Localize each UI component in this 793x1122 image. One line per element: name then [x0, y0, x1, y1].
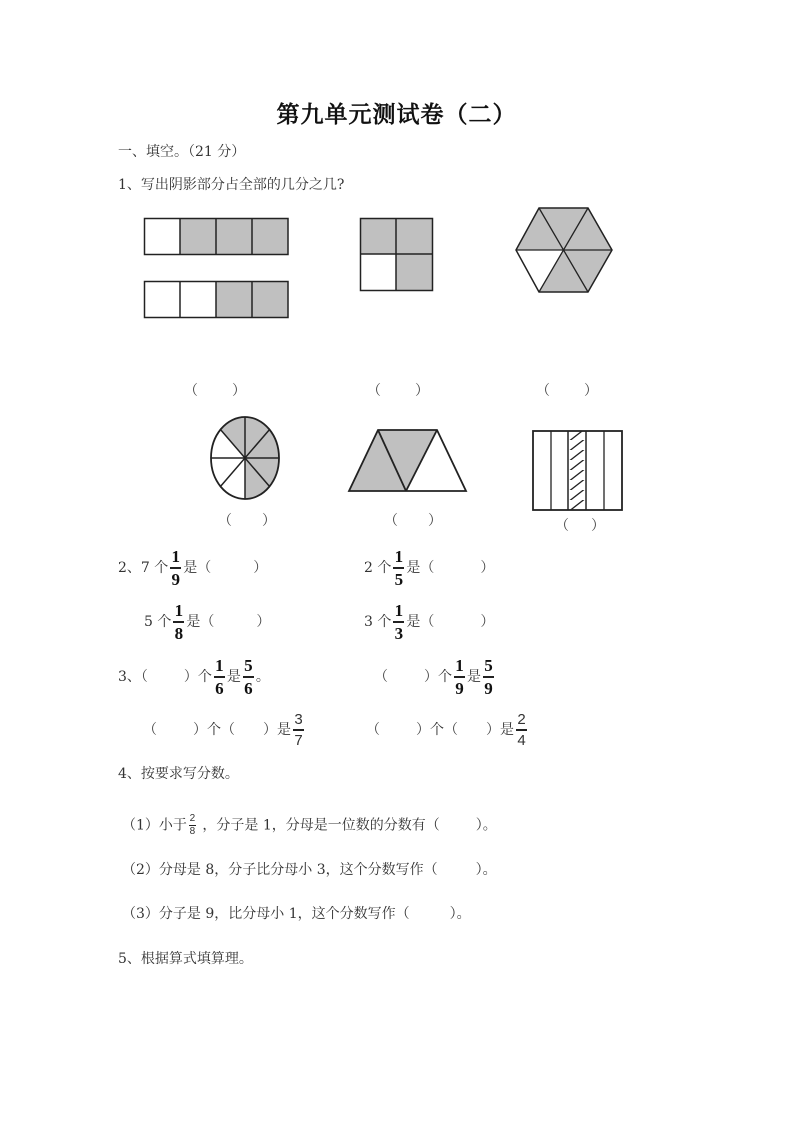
- fraction-bar: [393, 621, 404, 623]
- count: 7: [140, 559, 150, 576]
- paren-open: （: [184, 383, 198, 399]
- fraction: [393, 548, 404, 588]
- is-word: 是: [406, 613, 421, 630]
- denominator: 4: [517, 731, 526, 749]
- fraction-bar: [214, 676, 225, 678]
- fraction-bar: [170, 567, 181, 569]
- result-fraction: [243, 657, 254, 697]
- paren-open: （: [555, 518, 569, 534]
- answer-blank-4[interactable]: [218, 510, 276, 530]
- numerator: 2: [189, 813, 196, 824]
- question-1-prompt: 1、写出阴影部分占全部的几分之几?: [118, 177, 345, 193]
- fraction-bar: [173, 621, 184, 623]
- denominator: 8: [174, 623, 184, 643]
- answer-blank[interactable]: （ ）: [197, 559, 268, 576]
- unit: 个: [377, 613, 392, 630]
- numerator: 1: [394, 547, 404, 566]
- denominator: 9: [171, 569, 181, 589]
- answer-blank[interactable]: （ ）: [200, 613, 271, 630]
- answer-blank[interactable]: （ ）: [444, 721, 500, 738]
- page-title: 第九单元测试卷（二）: [276, 102, 517, 128]
- unit: 个: [377, 559, 392, 576]
- answer-blank[interactable]: （ ）: [221, 721, 277, 738]
- answer-blank[interactable]: （ ）: [143, 721, 207, 738]
- paren-close: ）: [262, 513, 276, 529]
- paren-close: ）。: [475, 817, 497, 834]
- is-word: 是: [467, 668, 481, 685]
- fraction: [393, 602, 404, 642]
- unit: 个: [430, 721, 444, 738]
- fraction-bar: [516, 729, 527, 731]
- question-4-prompt: 4、按要求写分数。: [118, 766, 239, 782]
- denominator: 6: [244, 678, 253, 698]
- result-fraction: [516, 712, 527, 748]
- answer-blank-6[interactable]: [555, 515, 605, 535]
- figure-square: [360, 218, 433, 291]
- unit: 个: [157, 613, 172, 630]
- numerator: 1: [171, 547, 181, 566]
- unit: 个: [438, 668, 452, 685]
- paren-open: （: [536, 383, 550, 399]
- paren-open: （: [218, 513, 232, 529]
- paren-open: （: [367, 383, 381, 399]
- denominator: 9: [484, 678, 493, 698]
- result-fraction: [483, 657, 494, 697]
- numerator: 1: [215, 656, 224, 675]
- paren-close: ）: [584, 383, 598, 399]
- answer-blank-1[interactable]: [184, 380, 246, 400]
- paren-close: ）: [428, 513, 442, 529]
- sub-1-pre: （1）小于: [122, 817, 187, 834]
- answer-blank[interactable]: （ ）: [420, 559, 495, 576]
- denominator: 5: [394, 569, 404, 589]
- numerator: 2: [517, 711, 526, 728]
- question-2-item-3: [144, 602, 270, 642]
- question-3-item-2: [374, 657, 496, 697]
- figure-ellipse: [209, 415, 281, 501]
- question-3-item-3: [143, 712, 306, 748]
- fraction: [173, 602, 184, 642]
- is-word: 是: [226, 668, 241, 685]
- count: 2: [364, 559, 373, 576]
- paren-close: ）: [415, 383, 429, 399]
- denominator: 6: [215, 678, 224, 698]
- answer-blank-5[interactable]: [384, 510, 442, 530]
- fraction-bar: [454, 676, 465, 678]
- question-3-item-4: [366, 712, 529, 748]
- question-2-label: 2、: [118, 559, 141, 576]
- answer-blank[interactable]: （ ）: [366, 721, 430, 738]
- numerator: 1: [174, 601, 184, 620]
- fraction: [170, 548, 181, 588]
- denominator: 8: [189, 826, 196, 837]
- question-4-sub-3: [122, 905, 471, 923]
- question-2-item-1: [118, 548, 267, 588]
- figure-trapezoid: [348, 429, 468, 493]
- denominator: 9: [455, 678, 464, 698]
- figure-bar-b: [144, 281, 289, 318]
- is-word: 是: [406, 559, 421, 576]
- question-4-sub-2: [122, 861, 497, 879]
- unit: 个: [197, 668, 212, 685]
- fraction-bar: [293, 729, 304, 731]
- is-word: 是: [500, 721, 514, 738]
- figure-bar-a: [144, 218, 289, 255]
- fraction-bar: [243, 676, 254, 678]
- fraction-bar: [483, 676, 494, 678]
- is-word: 是: [183, 559, 198, 576]
- count: 5: [144, 613, 153, 630]
- fraction: [189, 814, 196, 837]
- question-5-prompt: 5、根据算式填算理。: [118, 951, 253, 967]
- question-2-item-4: [364, 602, 494, 642]
- sub-3-text: （3）分子是 9，比分母小 1，这个分数写作（: [122, 906, 410, 922]
- numerator: 5: [244, 656, 253, 675]
- answer-blank[interactable]: （ ）: [420, 613, 495, 630]
- numerator: 5: [484, 656, 493, 675]
- unit: 个: [207, 721, 221, 738]
- count: 3: [364, 613, 373, 630]
- denominator: 7: [294, 731, 303, 749]
- question-3-label: 3、: [118, 668, 141, 685]
- is-word: 是: [186, 613, 201, 630]
- paren-close: ）。: [475, 862, 497, 878]
- period: 。: [255, 668, 270, 685]
- is-word: 是: [277, 721, 291, 738]
- answer-blank-2[interactable]: [367, 380, 429, 400]
- paren-close: ）: [591, 518, 605, 534]
- fraction-bar: [393, 567, 404, 569]
- numerator: 1: [455, 656, 464, 675]
- answer-blank-3[interactable]: [536, 380, 598, 400]
- numerator: 3: [294, 711, 303, 728]
- sub-2-text: （2）分母是 8，分子比分母小 3，这个分数写作（: [122, 862, 438, 878]
- answer-blank[interactable]: （ ）: [140, 668, 198, 685]
- figure-strips: [532, 430, 624, 511]
- unit: 个: [154, 559, 169, 576]
- paren-open: （: [384, 513, 398, 529]
- section-heading: 一、填空。（21 分）: [118, 144, 246, 160]
- question-4-sub-1: [122, 814, 497, 837]
- paren-close: ）。: [449, 906, 471, 922]
- question-2-item-2: [364, 548, 494, 588]
- question-3-item-1: [118, 657, 270, 697]
- result-fraction: [293, 712, 304, 748]
- numerator: 1: [394, 601, 404, 620]
- sub-1-post: ，分子是 1，分母是一位数的分数有（: [202, 817, 440, 834]
- fraction: [214, 657, 225, 697]
- denominator: 3: [394, 623, 404, 643]
- fraction: [454, 657, 465, 697]
- paren-close: ）: [232, 383, 246, 399]
- answer-blank[interactable]: （ ）: [374, 668, 438, 685]
- figure-hexagon: [514, 206, 614, 294]
